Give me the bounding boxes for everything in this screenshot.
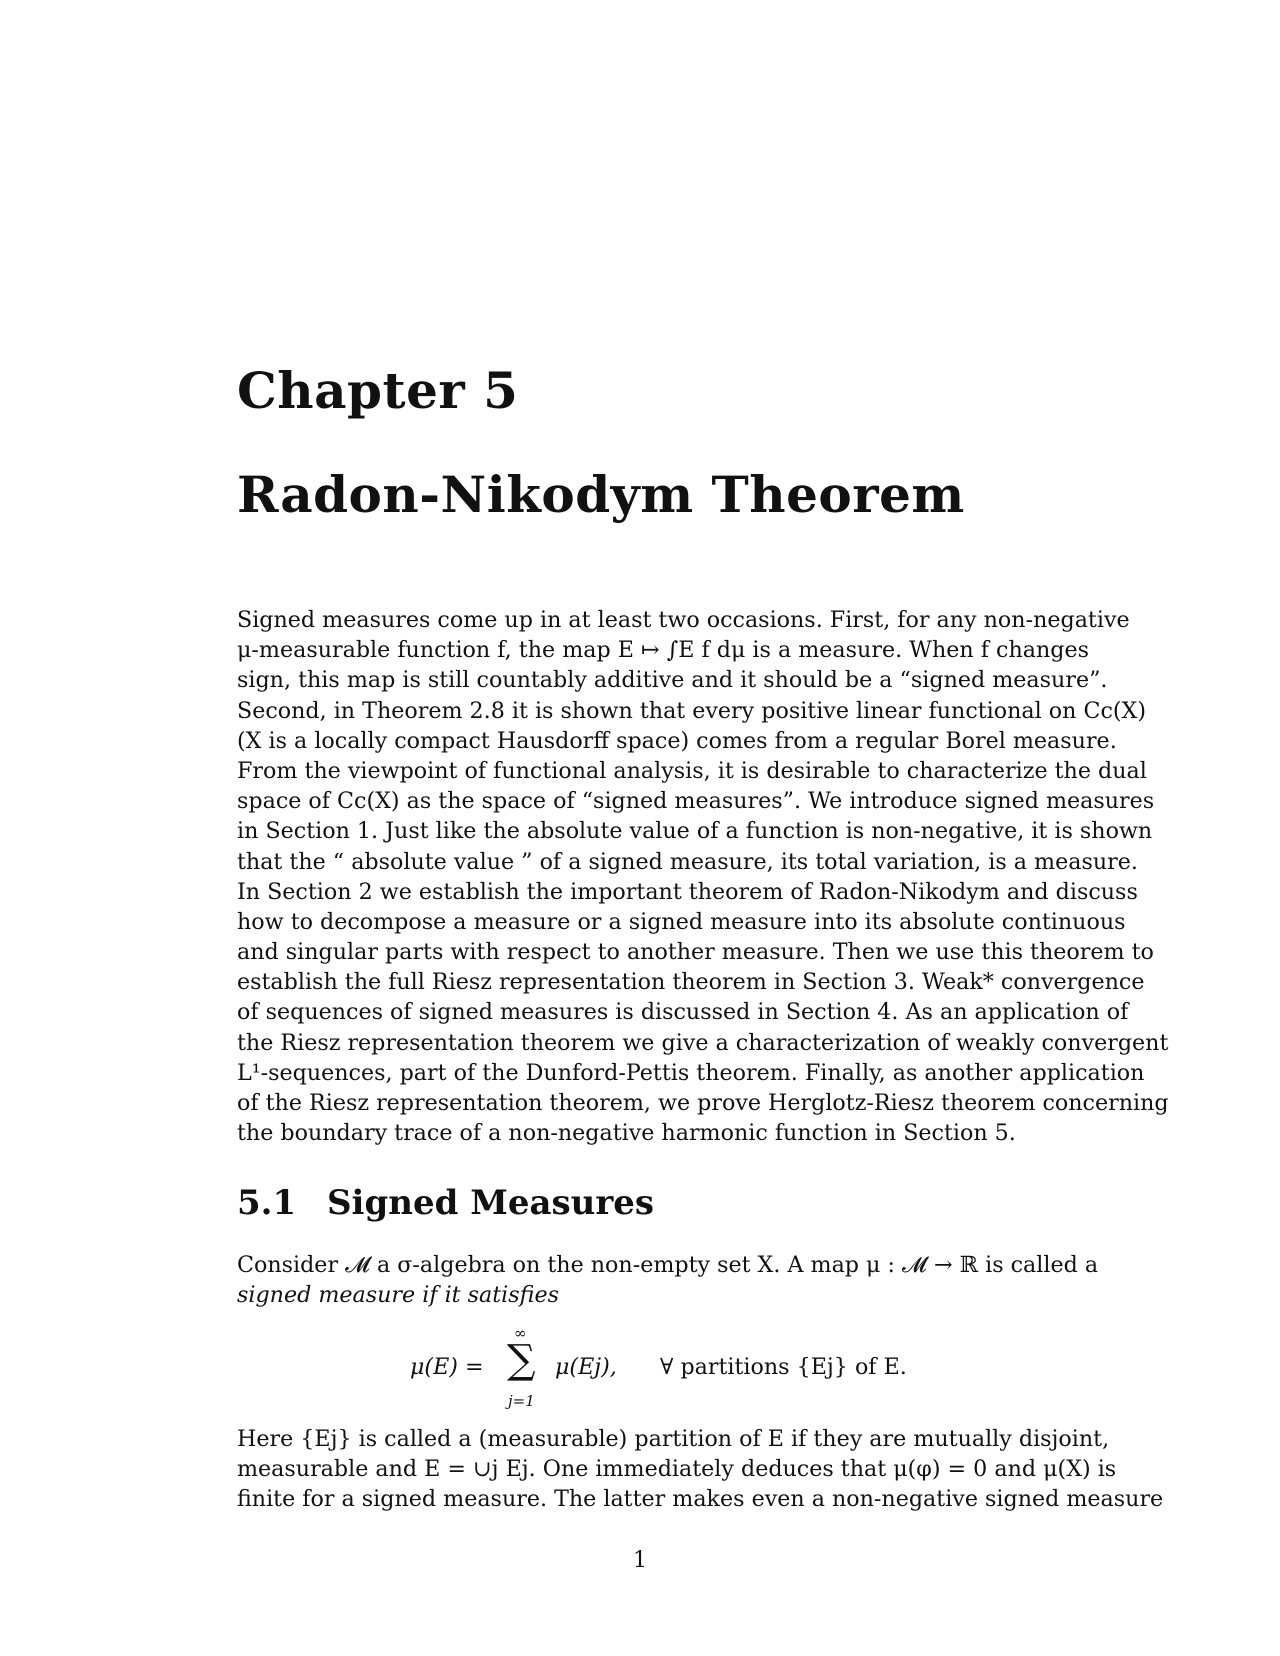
page-number: 1 [633,1548,647,1573]
intro-line: space of Cc(X) as the space of “signed measures”. We introduce signed measures [237,788,1155,815]
section-number: 5.1 [237,1183,297,1223]
section-line: signed measure if it satisfies [237,1282,559,1309]
summation-symbol: ∑ [507,1337,536,1383]
intro-line: that the “ absolute value ” of a signed measure, its total variation, is a measure. [237,848,1138,875]
intro-line: establish the full Riesz representation theorem in Section 3. Weak* convergence [237,969,1145,996]
sum-upper-limit: ∞ [514,1324,527,1342]
intro-line: L¹-sequences, part of the Dunford-Pettis theorem. Finally, as another application [237,1059,1145,1086]
intro-line: and singular parts with respect to another measure. Then we use this theorem to [237,939,1154,966]
intro-line: In Section 2 we establish the important theorem of Radon-Nikodym and discuss [237,878,1138,905]
intro-line: μ-measurable function f, the map E ↦ ∫E f dμ is a measure. When f changes [237,637,1089,664]
section-line: Here {Ej} is called a (measurable) partition of E if they are mutually disjoint, [237,1426,1110,1452]
section-line: finite for a signed measure. The latter makes even a non-negative signed measure [237,1486,1164,1513]
equation-lhs: μ(E) = [410,1354,484,1380]
intro-paragraph [237,605,1169,1148]
intro-line: of the Riesz representation theorem, we prove Herglotz-Riesz theorem concerning [237,1090,1169,1116]
chapter-label: Chapter 5 [237,361,519,420]
sum-term: μ(Ej), [555,1354,617,1380]
equation-condition: ∀ partitions {Ej} of E. [660,1354,907,1380]
intro-line: Signed measures come up in at least two occasions. First, for any non-negative [237,607,1130,633]
intro-line: the Riesz representation theorem we give a characterization of weakly convergent [237,1029,1169,1056]
intro-line: Second, in Theorem 2.8 it is shown that every positive linear functional on Cc(X) [237,697,1146,724]
intro-line: of sequences of signed measures is discussed in Section 4. As an application of [237,999,1129,1026]
intro-line: in Section 1. Just like the absolute value of a function is non-negative, it is shown [237,818,1153,845]
section-heading [237,1183,655,1223]
intro-line: the boundary trace of a non-negative harmonic function in Section 5. [237,1120,1016,1147]
section-paragraph [237,1250,1099,1310]
intro-line: (X is a locally compact Hausdorff space) comes from a regular Borel measure. [237,727,1117,754]
section-paragraph [237,1424,1164,1515]
intro-line: From the viewpoint of functional analysis, it is desirable to characterize the dual [237,757,1147,784]
section-title: Signed Measures [327,1183,655,1223]
chapter-title: Radon-Nikodym Theorem [237,465,965,524]
intro-line: how to decompose a measure or a signed measure into its absolute continuous [237,908,1126,935]
sum-lower-limit: j=1 [508,1392,535,1410]
section-line: measurable and E = ∪j Ej. One immediately deduces that μ(φ) = 0 and μ(X) is [237,1456,1117,1483]
display-equation [410,1324,970,1410]
intro-line: sign, this map is still countably additive and it should be a “signed measure”. [237,667,1108,694]
section-line: Consider 𝓜 a σ-algebra on the non-empty set X. A map μ : 𝓜 → ℝ is called a [237,1252,1099,1278]
